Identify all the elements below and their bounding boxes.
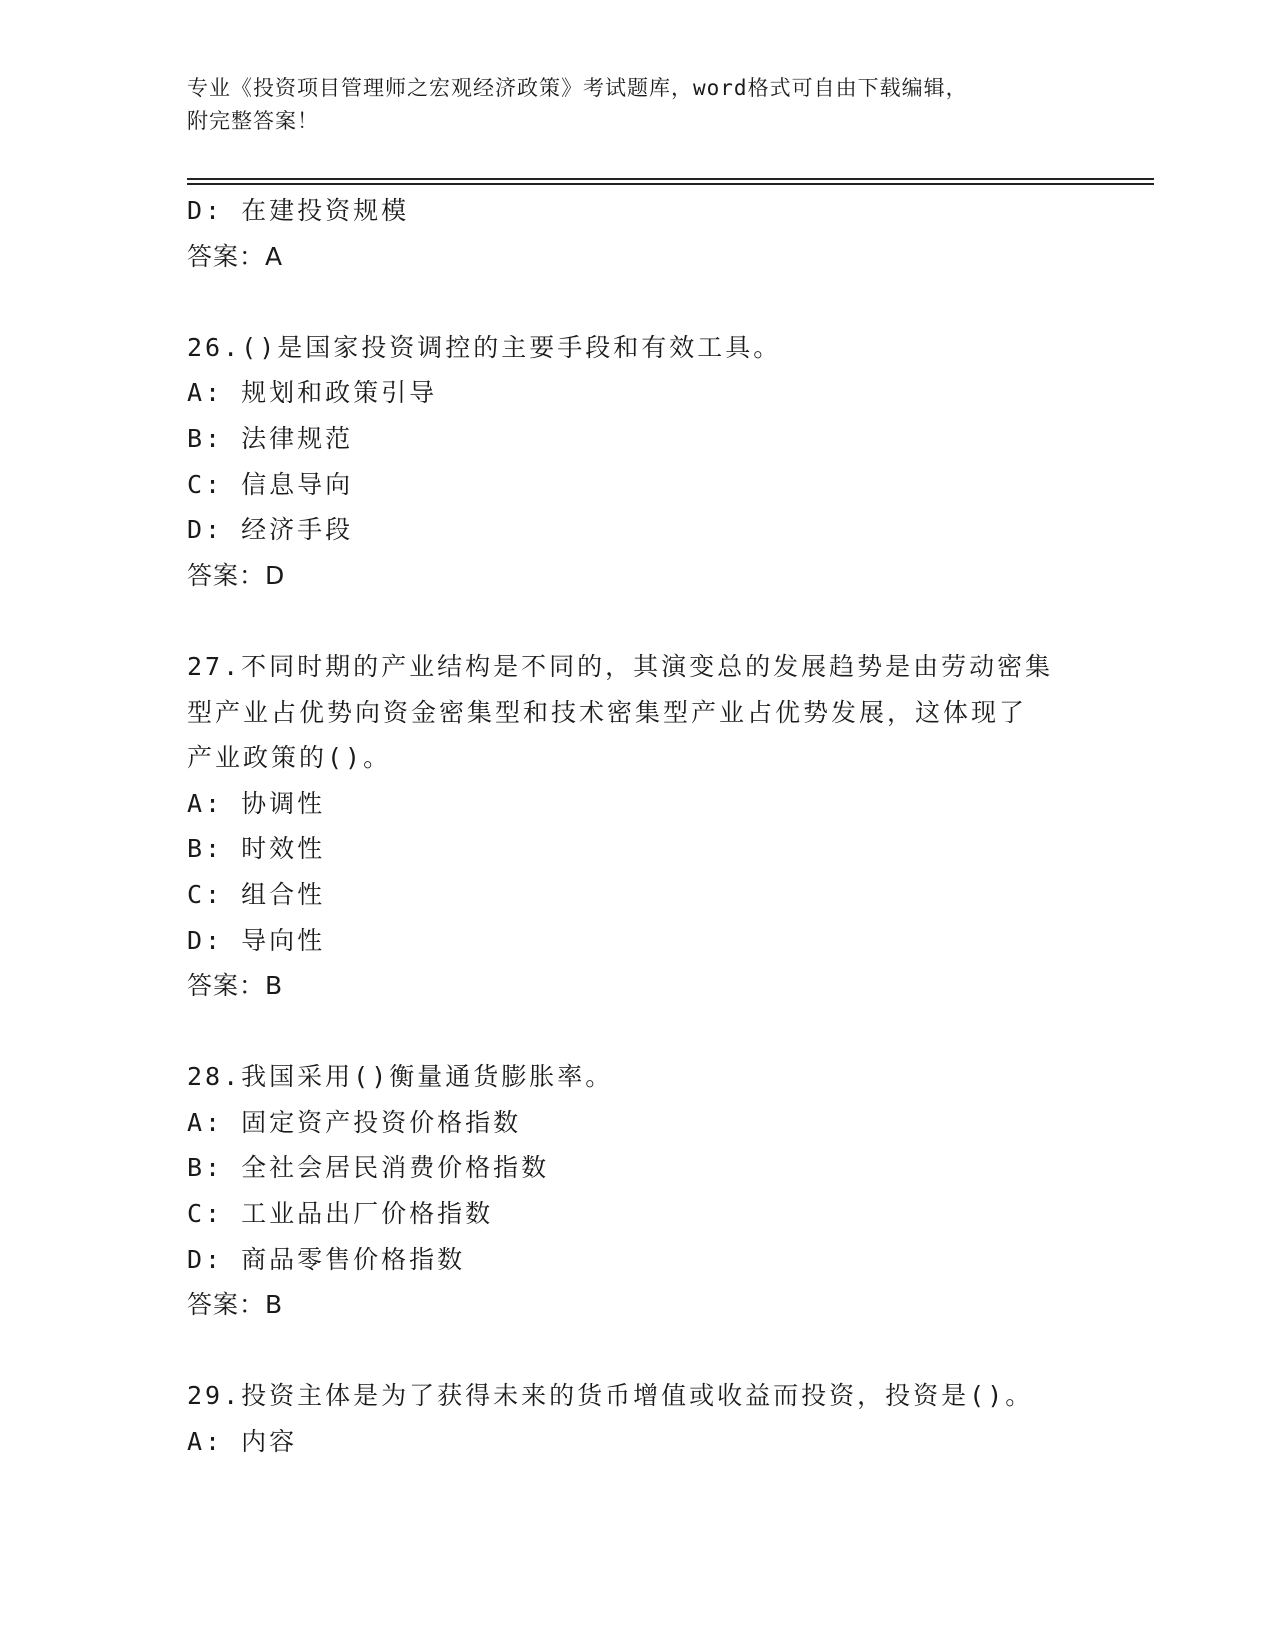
spacer	[187, 279, 1087, 325]
option-b: B: 时效性	[187, 834, 326, 864]
option-d: D: 商品零售价格指数	[187, 1244, 466, 1274]
answer-line: 答案：D	[187, 560, 286, 590]
header-divider-bottom	[187, 183, 1154, 185]
header-line-1: 专业《投资项目管理师之宏观经济政策》考试题库，word格式可自由下载编辑，	[187, 76, 968, 100]
option-d: D: 导向性	[187, 925, 326, 955]
answer-line: 答案：A	[187, 241, 284, 271]
option-b: B: 全社会居民消费价格指数	[187, 1153, 550, 1183]
answer-line: 答案：B	[187, 1290, 284, 1320]
question-28	[187, 1054, 1087, 1328]
option-d: D: 在建投资规模	[187, 196, 410, 225]
option-c: C: 信息导向	[187, 469, 354, 499]
question-text-line-3: 产业政策的()。	[187, 743, 392, 773]
question-text: 28.我国采用()衡量通货膨胀率。	[187, 1062, 614, 1092]
question-29	[187, 1373, 1087, 1464]
question-text-line-1: 27.不同时期的产业结构是不同的，其演变总的发展趋势是由劳动密集	[187, 651, 1054, 681]
header-divider-top	[187, 178, 1154, 180]
question-27	[187, 644, 1087, 1009]
option-c: C: 工业品出厂价格指数	[187, 1199, 494, 1229]
spacer	[187, 598, 1087, 644]
option-a: A: 内容	[187, 1427, 298, 1457]
option-a: A: 固定资产投资价格指数	[187, 1107, 522, 1137]
question-text-line-2: 型产业占优势向资金密集型和技术密集型产业占优势发展，这体现了	[187, 697, 1028, 727]
option-a: A: 协调性	[187, 788, 326, 818]
option-d: D: 经济手段	[187, 515, 354, 545]
option-c: C: 组合性	[187, 879, 326, 909]
option-b: B: 法律规范	[187, 423, 354, 453]
question-text: 26.()是国家投资调控的主要手段和有效工具。	[187, 332, 782, 362]
carryover-question	[187, 188, 1087, 279]
header-line-2: 附完整答案！	[187, 109, 319, 133]
spacer	[187, 1009, 1087, 1055]
answer-line: 答案：B	[187, 971, 284, 1001]
document-header	[187, 72, 1087, 138]
question-text: 29.投资主体是为了获得未来的货币增值或收益而投资，投资是()。	[187, 1381, 1034, 1411]
question-list	[187, 188, 1087, 1465]
question-26	[187, 325, 1087, 599]
option-a: A: 规划和政策引导	[187, 378, 438, 408]
spacer	[187, 1328, 1087, 1374]
